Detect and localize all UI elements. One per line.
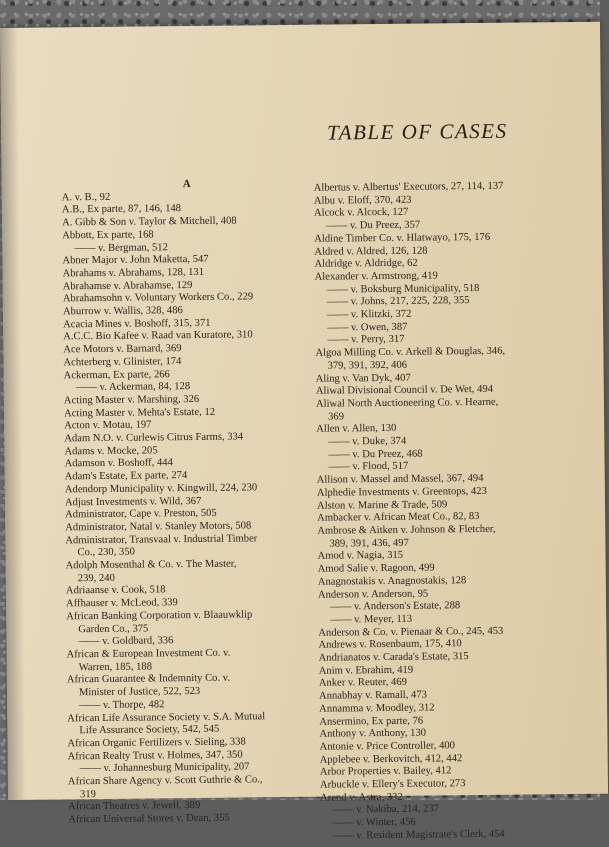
case-entry: Arend v. Astra, 332 bbox=[320, 791, 403, 804]
case-entry: Adendorp Municipality v. Kingwill, 224, 230 bbox=[64, 482, 258, 496]
case-entry: Anderson v. Anderson, 95 bbox=[317, 588, 429, 601]
case-entry: Andrianatos v. Carada's Estate, 315 bbox=[318, 651, 469, 664]
case-entry: Acton v. Motau, 197 bbox=[64, 419, 152, 432]
case-entry: Aliwal Divisional Council v. De Wet, 494 bbox=[315, 384, 494, 397]
case-entry: —— v. Resident Magistrate's Clerk, 454 bbox=[332, 828, 505, 842]
case-entry: 389, 391, 436, 497 bbox=[329, 537, 409, 550]
case-entry: African Life Assurance Society v. S.A. Mutual bbox=[67, 710, 266, 724]
case-entry: Adam N.O. v. Curlewis Citrus Farms, 334 bbox=[64, 431, 244, 445]
case-entry: Ace Motors v. Barnard, 369 bbox=[63, 343, 182, 356]
case-entry: —— v. Klitzki, 372 bbox=[326, 308, 412, 321]
case-entry: —— v. Boksburg Municipality, 518 bbox=[326, 282, 480, 296]
case-entry: Abbott, Ex parte, 168 bbox=[62, 229, 154, 242]
case-entry: Amod v. Nagia, 315 bbox=[317, 550, 404, 563]
case-entry: —— v. Goldbard, 336 bbox=[78, 635, 174, 648]
case-entry: Anagnostakis v. Anagnostakis, 128 bbox=[317, 574, 467, 588]
case-entry: Alexander v. Armstrong, 419 bbox=[314, 270, 438, 283]
case-entry: Minister of Justice, 522, 523 bbox=[78, 686, 201, 699]
case-entry: Anthony v. Anthony, 130 bbox=[319, 727, 427, 740]
case-entry: Alcock v. Alcock, 127 bbox=[313, 207, 409, 220]
case-entry: Administrator, Cape v. Preston, 505 bbox=[65, 508, 217, 521]
case-entry: Co., 230, 350 bbox=[77, 546, 135, 559]
case-entry: Aburrow v. Wallis, 328, 486 bbox=[62, 305, 183, 318]
case-entry: Administrator, Natal v. Stanley Motors, 508 bbox=[65, 520, 252, 534]
case-entry: African Share Agency v. Scott Guthrie & Co., bbox=[67, 774, 263, 788]
case-entry: A.B., Ex parte, 87, 146, 148 bbox=[61, 203, 182, 216]
case-entry: —— v. Johns, 217, 225, 228, 355 bbox=[326, 295, 470, 308]
right-column bbox=[314, 180, 571, 843]
case-entry: —— v. Duke, 374 bbox=[328, 435, 407, 448]
case-entry: Abner Major v. John Maketta, 547 bbox=[62, 254, 209, 267]
case-entry: Amod Salie v. Ragoon, 499 bbox=[317, 562, 435, 575]
case-entry: African Realty Trust v. Holmes, 347, 350 bbox=[67, 749, 243, 762]
case-entry: —— v. Flood, 517 bbox=[328, 461, 409, 474]
case-entry: Anim v. Ebrahim, 419 bbox=[318, 664, 414, 677]
case-entry: Adolph Mosenthal & Co. v. The Master, bbox=[65, 558, 237, 572]
case-entry: Aldine Timber Co. v. Hlatwayo, 175, 176 bbox=[314, 231, 491, 245]
case-entry: Anker v. Reuter, 469 bbox=[318, 677, 407, 690]
section-heading: A bbox=[182, 178, 191, 191]
case-entry: Acting Master v. Mehta's Estate, 12 bbox=[63, 406, 216, 419]
case-entry: A.C.C. Bio Kafee v. Raad van Kuratore, 310 bbox=[63, 329, 253, 343]
case-entry: —— v. Meyer, 113 bbox=[330, 613, 413, 626]
book-page bbox=[0, 22, 608, 842]
case-entry: Adjust Investments v. Wild, 367 bbox=[64, 495, 202, 508]
case-entry: Algoa Milling Co. v. Arkell & Douglas, 346, bbox=[315, 345, 506, 359]
case-entry: Alphedie Investments v. Greentops, 423 bbox=[316, 485, 487, 499]
case-entry: —— v. Thorpe, 482 bbox=[79, 699, 165, 712]
case-entry: Antonie v. Price Controller, 400 bbox=[319, 740, 456, 753]
case-entry: A. Gibb & Son v. Taylor & Mitchell, 408 bbox=[61, 215, 237, 229]
case-entry: Ackerman, Ex parte, 266 bbox=[63, 368, 170, 381]
case-entry: —— v. Bergman, 512 bbox=[74, 241, 168, 254]
case-entry: —— v. Nakiba, 214, 237 bbox=[332, 803, 439, 817]
case-entry: —— v. Du Preez, 468 bbox=[328, 448, 423, 461]
case-entry: 369 bbox=[328, 411, 345, 423]
case-entry: Ambrose & Aitken v. Johnson & Fletcher, bbox=[317, 523, 496, 537]
case-entry: 319 bbox=[79, 788, 96, 800]
case-entry: African Theatres v. Jewell, 389 bbox=[68, 800, 201, 813]
case-entry: —— v. Winter, 456 bbox=[332, 816, 416, 829]
case-entry: Andrews v. Rosenbaum, 175, 410 bbox=[318, 638, 462, 652]
case-entry: Ambacker v. African Meat Co., 82, 83 bbox=[317, 511, 480, 524]
case-entry: Adams v. Mocke, 205 bbox=[64, 445, 158, 458]
case-entry: Albu v. Eloff, 370, 423 bbox=[313, 194, 412, 207]
case-entry: —— v. Perry, 317 bbox=[327, 334, 405, 347]
case-entry: Garden Co., 375 bbox=[78, 623, 149, 635]
left-column bbox=[62, 177, 319, 827]
left-entries-list bbox=[62, 189, 319, 827]
case-entry: Annamma v. Moodley, 312 bbox=[319, 702, 435, 715]
case-entry: Aling v. Van Dyk, 407 bbox=[315, 372, 411, 385]
case-entry: 379, 391, 392, 406 bbox=[327, 359, 408, 372]
case-entry: Adamson v. Boshoff, 444 bbox=[64, 457, 173, 470]
case-entry: African Organic Fertilizers v. Sieling, 338 bbox=[67, 736, 246, 750]
case-entry: Ansermino, Ex parte, 76 bbox=[319, 715, 424, 728]
case-entry: Anderson & Co. v. Pienaar & Co., 245, 453 bbox=[318, 625, 504, 639]
case-entry: Annabhay v. Ramall, 473 bbox=[318, 689, 427, 702]
case-entry: Achterberg v. Glinister, 174 bbox=[63, 355, 182, 369]
case-entry: Aliwal North Auctioneering Co. v. Hearne, bbox=[315, 396, 499, 410]
case-entry: Abrahams v. Abrahams, 128, 131 bbox=[62, 266, 205, 280]
case-entry: Adam's Estate, Ex parte, 274 bbox=[64, 470, 188, 483]
case-entry: African Guarantee & Indemnity Co. v. bbox=[66, 673, 231, 686]
case-entry: Allen v. Allen, 130 bbox=[316, 423, 397, 436]
case-entry: Aldridge v. Aldridge, 62 bbox=[314, 257, 418, 270]
case-entry: Affhauser v. McLeod, 339 bbox=[65, 597, 178, 610]
case-entry: Acacia Mines v. Boshoff, 315, 371 bbox=[63, 317, 211, 331]
case-entry: Arbuckle v. Ellery's Executor, 273 bbox=[319, 778, 466, 791]
case-entry: —— v. Johannesburg Municipality, 207 bbox=[79, 761, 250, 775]
case-entry: Life Assurance Society, 542, 545 bbox=[79, 723, 220, 737]
case-entry: Adriaanse v. Cook, 518 bbox=[65, 584, 166, 597]
case-entry: Applebee v. Berkovitch, 412, 442 bbox=[319, 752, 463, 766]
case-entry: Acting Master v. Marshing, 326 bbox=[63, 393, 200, 407]
case-entry: Arbor Properties v. Bailey, 412 bbox=[319, 765, 452, 779]
case-entry: Alston v. Marine & Trade, 509 bbox=[316, 498, 448, 512]
right-entries-list bbox=[314, 180, 571, 843]
case-entry: African Banking Corporation v. Blaauwklip bbox=[66, 609, 253, 623]
case-entry: Warren, 185, 188 bbox=[78, 661, 153, 673]
case-entry: —— v. Owen, 387 bbox=[327, 321, 408, 334]
case-entry: Administrator, Transvaal v. Industrial Timber bbox=[65, 533, 258, 547]
case-entry: —— v. Ackerman, 84, 128 bbox=[75, 381, 191, 394]
case-entry: Abrahamsohn v. Voluntary Workers Co., 229 bbox=[62, 291, 254, 305]
case-entry: A. v. B., 92 bbox=[61, 191, 111, 204]
case-entry: Abrahamse v. Abrahamse, 129 bbox=[62, 279, 193, 292]
case-entry: African Universal Stores v. Dean, 355 bbox=[68, 812, 230, 826]
case-entry: Allison v. Massel and Massel, 367, 494 bbox=[316, 473, 484, 486]
case-entry: —— v. Du Preez, 357 bbox=[326, 219, 421, 232]
page-title: TABLE OF CASES bbox=[326, 118, 508, 145]
case-entry: Aldred v. Aldred, 126, 128 bbox=[314, 245, 428, 258]
case-entry: —— v. Anderson's Estate, 288 bbox=[330, 600, 461, 613]
case-entry: 239, 240 bbox=[77, 572, 115, 584]
case-entry: African & European Investment Co. v. bbox=[66, 647, 231, 661]
case-entry: Albertus v. Albertus' Executors, 27, 114, 137 bbox=[313, 180, 504, 194]
